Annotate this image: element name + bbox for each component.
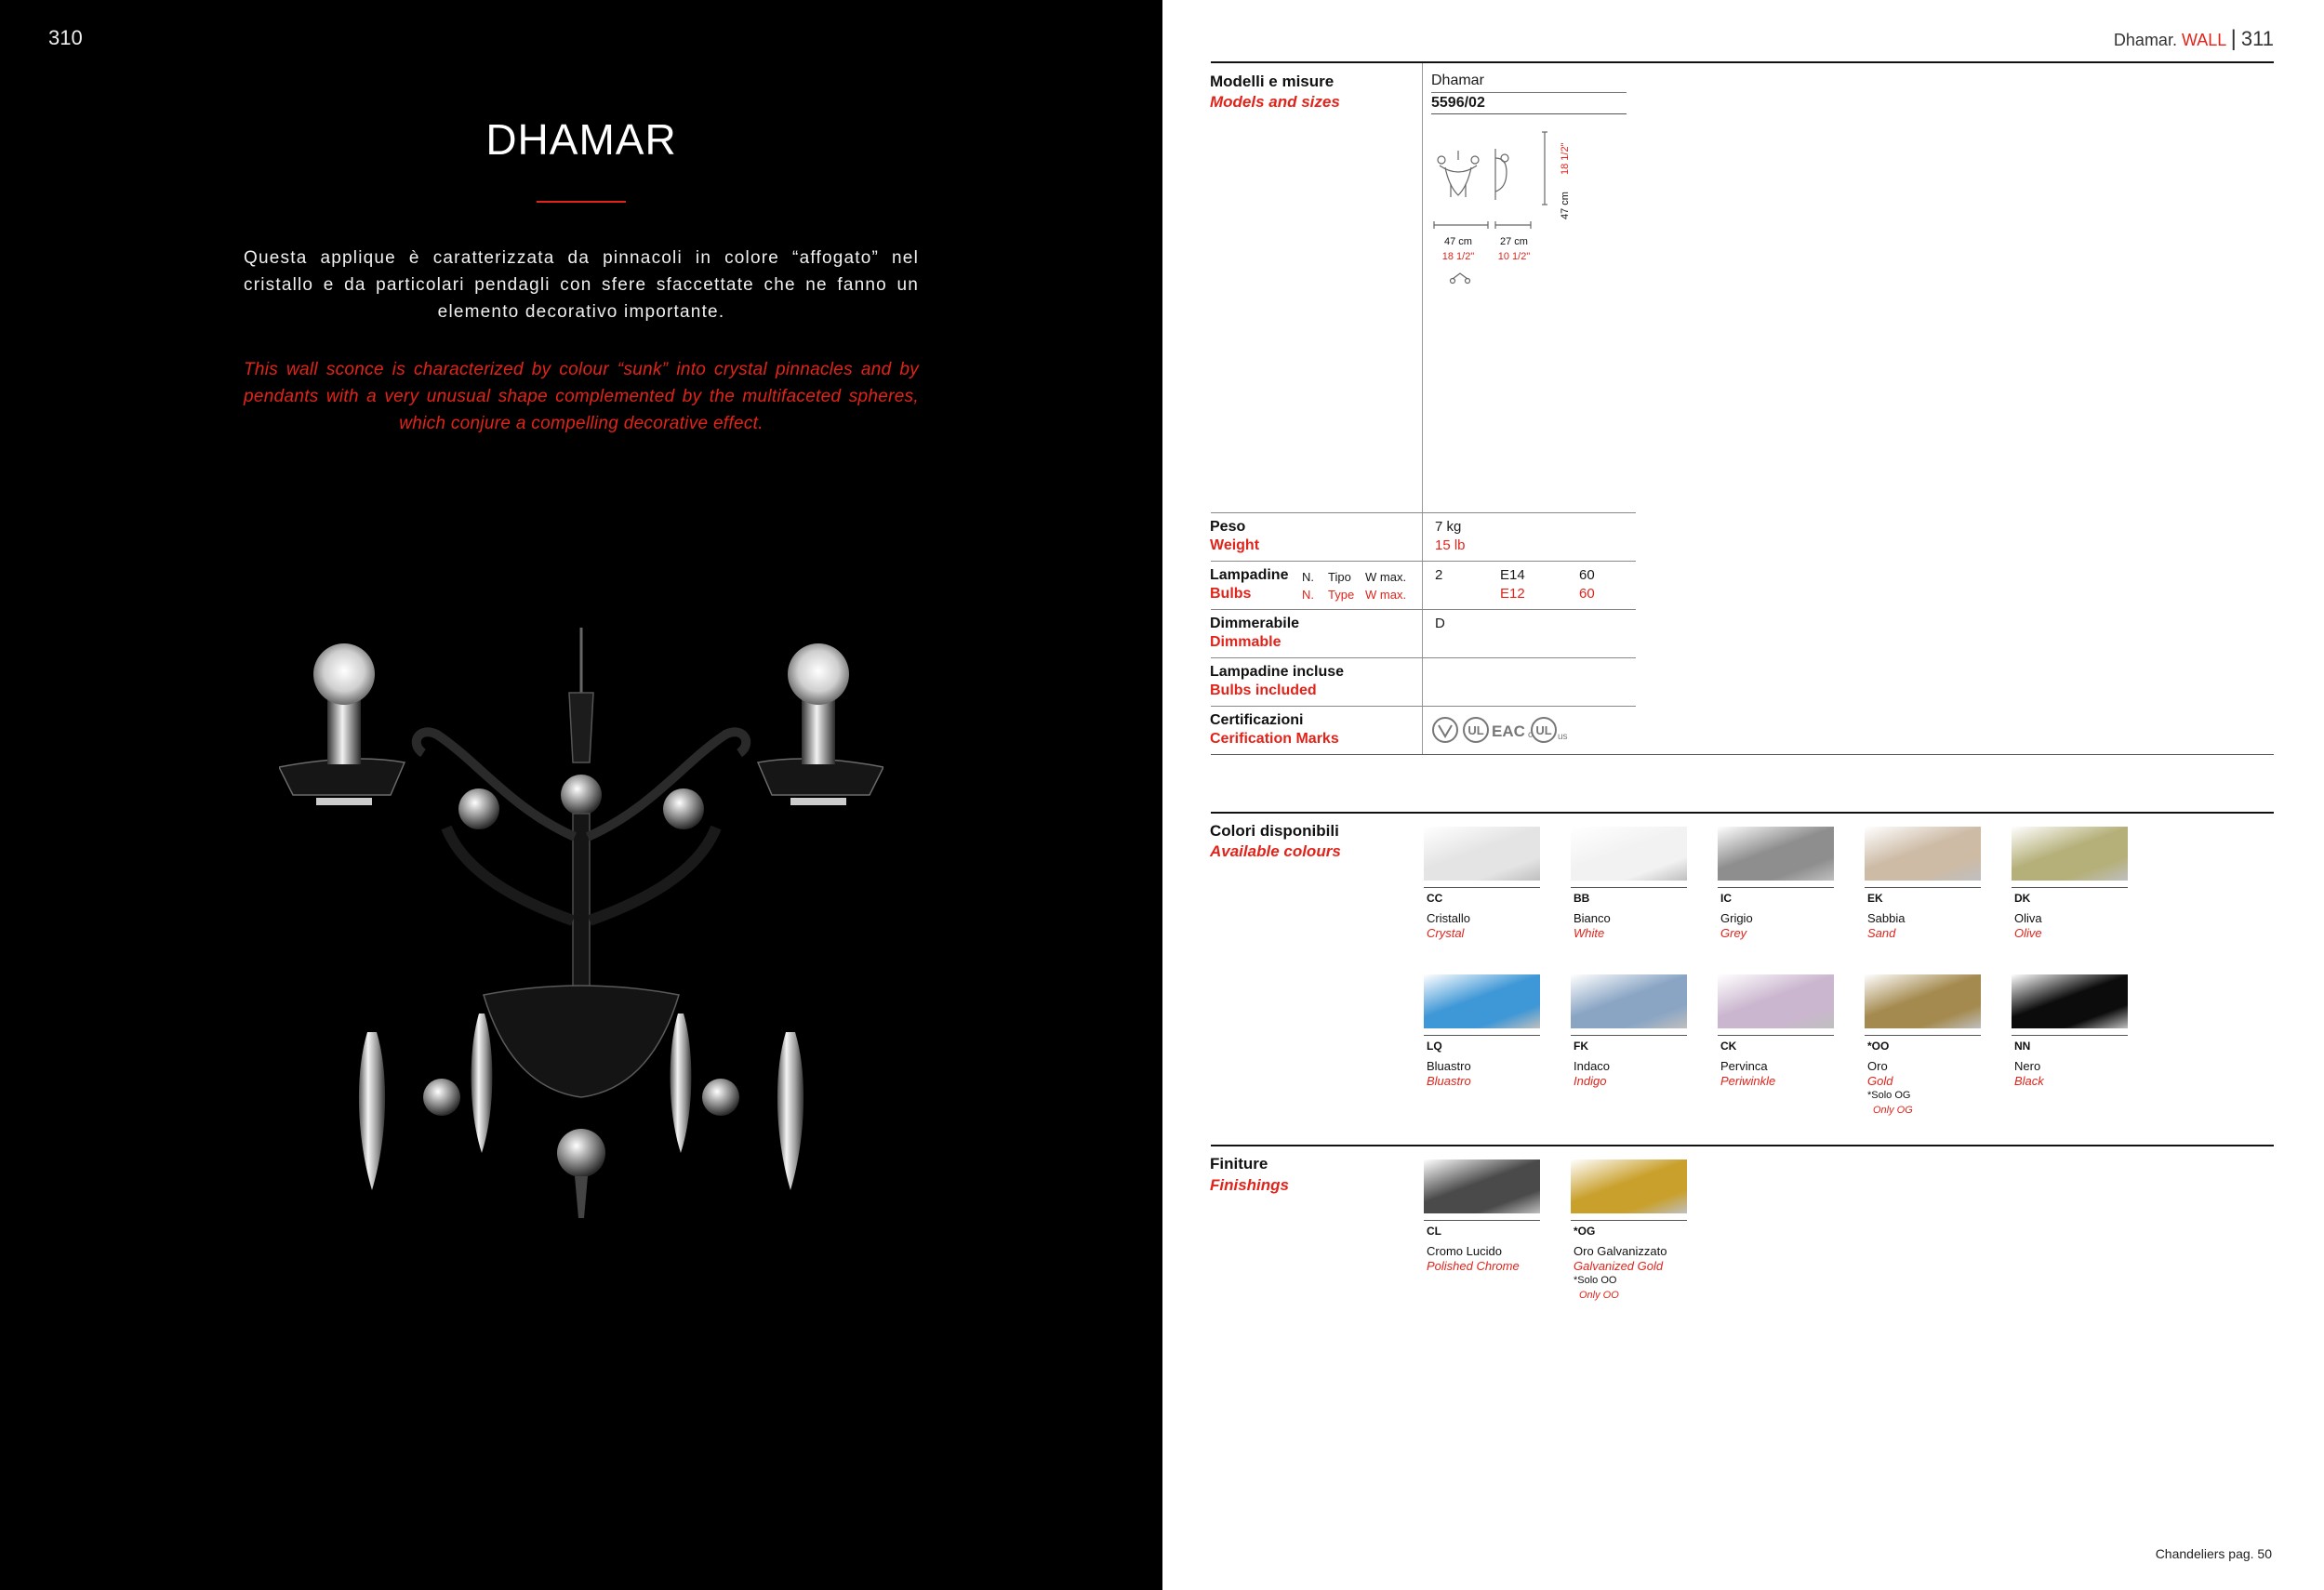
- certifications-label-en: Cerification Marks: [1210, 731, 1339, 747]
- weight-value-en: 15 lb: [1435, 537, 1466, 553]
- colour-code: FK: [1574, 1040, 1588, 1053]
- spec-rule-5: [1211, 706, 1636, 707]
- height-in: 18 1/2": [1560, 142, 1571, 175]
- bulbs-label: Lampadine: [1210, 567, 1289, 583]
- weight-label: Peso: [1210, 519, 1246, 535]
- colour-swatch: [1424, 1159, 1540, 1213]
- bulbs-label-en: Bulbs: [1210, 586, 1252, 602]
- colour-name: Grigio: [1720, 911, 1753, 925]
- colour-swatch: [1865, 974, 1981, 1028]
- colour-name-en: Indigo: [1574, 1074, 1607, 1088]
- colour-note-en: Only OG: [1873, 1105, 1913, 1116]
- colour-swatch: [1571, 1159, 1687, 1213]
- eac-mark-icon: EAC: [1492, 722, 1525, 740]
- colour-name-en: Sand: [1867, 926, 1896, 940]
- bulbs-type-us: E12: [1500, 586, 1525, 602]
- product-image: [279, 623, 883, 1227]
- dimension-drawing: [1432, 130, 1581, 293]
- dimmable-value: D: [1435, 616, 1445, 631]
- footer-reference: Chandeliers pag. 50: [2155, 1546, 2272, 1561]
- bulbs-col-n-en: N.: [1302, 588, 1314, 602]
- swatch-rule: [1571, 1220, 1687, 1221]
- colour-swatch: [1718, 974, 1834, 1028]
- colour-name-en: Olive: [2014, 926, 2042, 940]
- colours-label-en: Available colours: [1210, 842, 1341, 860]
- swatch-rule: [1865, 1035, 1981, 1036]
- swatch-rule: [1424, 1035, 1540, 1036]
- spec-rule-2: [1211, 561, 1636, 562]
- spec-rule-1: [1211, 512, 1636, 513]
- colour-code: *OG: [1574, 1225, 1596, 1238]
- model-name-rule: [1431, 92, 1627, 93]
- colour-name: Bluastro: [1427, 1059, 1471, 1073]
- ip-mark-icon: [1433, 718, 1457, 742]
- swatch-rule: [1865, 887, 1981, 888]
- bulbs-col-type: Tipo: [1328, 570, 1351, 584]
- bulbs-type: E14: [1500, 567, 1525, 583]
- finishes-label-en: Finishings: [1210, 1176, 1289, 1194]
- svg-text:c: c: [1528, 730, 1533, 740]
- colour-code: CC: [1427, 892, 1443, 905]
- header-category: WALL: [2181, 31, 2226, 49]
- width-cm: 47 cm: [1444, 236, 1472, 247]
- height-cm: 47 cm: [1560, 192, 1571, 219]
- header-separator: |: [2230, 26, 2237, 51]
- colour-name: Pervinca: [1720, 1059, 1768, 1073]
- title-underline: [537, 201, 626, 203]
- description-italian: Questa applique è caratterizzata da pinnacoli in colore “affogato” nel cristallo e da particolari pendagli con sfere sfaccettate che ne fanno un elemento decorativo importante.: [244, 248, 919, 322]
- spec-rule-4: [1211, 657, 1636, 658]
- colour-swatch: [1865, 827, 1981, 881]
- colour-name: Oro Galvanizzato: [1574, 1244, 1667, 1258]
- description-english: This wall sconce is characterized by colour “sunk” into crystal pinnacles and by pendants with a very unusual shape complemented by the multifaceted spheres, which conjure a compelling decorative effect.: [244, 360, 919, 433]
- colour-code: NN: [2014, 1040, 2031, 1053]
- colour-note: *Solo OO: [1574, 1275, 1617, 1286]
- colour-swatch: [1424, 827, 1540, 881]
- colour-name-en: Grey: [1720, 926, 1747, 940]
- swatch-rule: [1718, 1035, 1834, 1036]
- bulbs-col-type-en: Type: [1328, 588, 1355, 602]
- swatch-rule: [2012, 887, 2128, 888]
- colour-name: Bianco: [1574, 911, 1611, 925]
- colour-swatch: [2012, 974, 2128, 1028]
- depth-cm: 27 cm: [1500, 236, 1528, 247]
- bulbs-col-w: W max.: [1365, 570, 1407, 584]
- colour-name: Cristallo: [1427, 911, 1470, 925]
- colour-name: Nero: [2014, 1059, 2041, 1073]
- weight-value: 7 kg: [1435, 519, 1462, 535]
- colour-name: Sabbia: [1867, 911, 1906, 925]
- bulbs-col-n: N.: [1302, 570, 1314, 584]
- colour-name: Cromo Lucido: [1427, 1244, 1502, 1258]
- spec-rule-3: [1211, 609, 1636, 610]
- colour-note-en: Only OO: [1579, 1290, 1619, 1301]
- header-rule: [1211, 61, 2274, 63]
- model-code: 5596/02: [1431, 95, 1485, 111]
- colour-name: Indaco: [1574, 1059, 1611, 1073]
- finishes-rule: [1211, 1145, 2274, 1146]
- swatch-rule: [2012, 1035, 2128, 1036]
- bulbs-n: 2: [1435, 567, 1443, 583]
- certifications-label: Certificazioni: [1210, 712, 1304, 728]
- weight-label-en: Weight: [1210, 537, 1260, 553]
- bulbs-included-label-en: Bulbs included: [1210, 682, 1317, 698]
- depth-in: 10 1/2": [1497, 251, 1531, 262]
- colours-label: Colori disponibili: [1210, 822, 1339, 840]
- ul-mark-icon: [1464, 718, 1488, 742]
- colour-name-en: Polished Chrome: [1427, 1259, 1520, 1273]
- model-name: Dhamar: [1431, 73, 1484, 88]
- finishes-label: Finiture: [1210, 1155, 1268, 1173]
- width-in: 18 1/2": [1441, 251, 1475, 262]
- page-number-right: 311: [2240, 27, 2274, 50]
- colour-code: CL: [1427, 1225, 1441, 1238]
- bulbs-col-w-en: W max.: [1365, 588, 1407, 602]
- swatch-rule: [1718, 887, 1834, 888]
- colour-name-en: Bluastro: [1427, 1074, 1471, 1088]
- swatch-rule: [1571, 887, 1687, 888]
- colour-code: DK: [2014, 892, 2031, 905]
- colour-name-en: Crystal: [1427, 926, 1465, 940]
- models-label: Modelli e misure: [1210, 73, 1335, 90]
- colour-swatch: [2012, 827, 2128, 881]
- dimmable-label: Dimmerabile: [1210, 616, 1300, 631]
- bulbs-included-label: Lampadine incluse: [1210, 664, 1345, 680]
- dimmable-label-en: Dimmable: [1210, 634, 1282, 650]
- colour-code: CK: [1720, 1040, 1737, 1053]
- product-title: DHAMAR: [485, 115, 677, 164]
- colour-code: EK: [1867, 892, 1883, 905]
- colour-name-en: Black: [2014, 1074, 2044, 1088]
- header-product: Dhamar.: [2113, 31, 2177, 49]
- svg-text:UL: UL: [1467, 723, 1484, 737]
- models-label-en: Models and sizes: [1210, 93, 1340, 111]
- colour-note: *Solo OG: [1867, 1090, 1911, 1101]
- bulbs-w-us: 60: [1579, 586, 1595, 602]
- colour-swatch: [1424, 974, 1540, 1028]
- colour-swatch: [1718, 827, 1834, 881]
- bulbs-w: 60: [1579, 567, 1595, 583]
- colour-swatch: [1571, 974, 1687, 1028]
- colour-code: LQ: [1427, 1040, 1442, 1053]
- colour-swatch: [1571, 827, 1687, 881]
- swatch-rule: [1571, 1035, 1687, 1036]
- svg-text:us: us: [1558, 732, 1568, 742]
- colour-name: Oro: [1867, 1059, 1888, 1073]
- colour-name-en: Periwinkle: [1720, 1074, 1776, 1088]
- column-divider: [1422, 63, 1423, 754]
- colours-rule: [1211, 812, 2274, 814]
- swatch-rule: [1424, 887, 1540, 888]
- swatch-rule: [1424, 1220, 1540, 1221]
- page-header: [2114, 26, 2274, 52]
- spec-rule-end: [1211, 754, 2274, 755]
- colour-code: BB: [1574, 892, 1590, 905]
- colour-name: Oliva: [2014, 911, 2042, 925]
- svg-text:UL: UL: [1535, 723, 1552, 737]
- page-number-left: 310: [48, 26, 83, 49]
- certification-marks: [1431, 714, 1580, 746]
- colour-code: IC: [1720, 892, 1732, 905]
- cul-us-mark-icon: [1528, 718, 1568, 742]
- model-code-rule: [1431, 113, 1627, 114]
- colour-name-en: White: [1574, 926, 1605, 940]
- colour-name-en: Galvanized Gold: [1574, 1259, 1664, 1273]
- colour-name-en: Gold: [1867, 1074, 1893, 1088]
- colour-code: *OO: [1867, 1040, 1890, 1053]
